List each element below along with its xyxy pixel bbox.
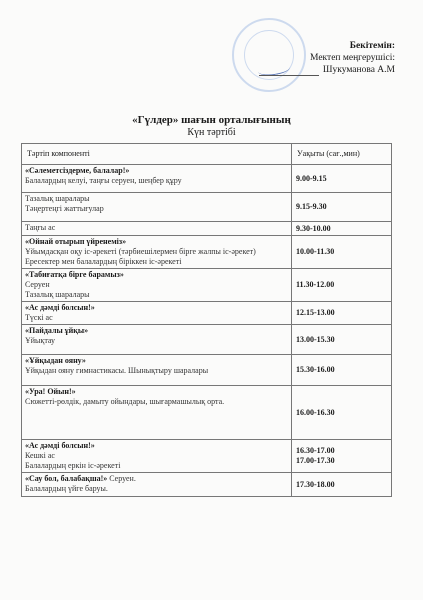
component-cell: [22, 165, 292, 193]
component-description: Тазалық шаралары Тәңертеңгі жаттығулар: [25, 194, 104, 213]
header-time: Уақыты (сағ.,мин): [292, 144, 392, 165]
component-name: [25, 356, 288, 366]
time-cell: 9.30-10.00: [292, 222, 392, 236]
component-description: Ұйқыдан ояну гимнастикасы. Шынықтыру шаралары: [25, 366, 209, 375]
component-cell: [22, 473, 292, 497]
time-cell: 17.30-18.00: [292, 473, 392, 497]
schedule-table: [21, 143, 392, 497]
time-cell: 12.15-13.00: [292, 302, 392, 325]
component-name-text: «Ойнай отырып үйренеміз»: [25, 237, 127, 246]
table-row: [22, 269, 392, 302]
component-name-text: «Сау бол, балабақша!»: [25, 474, 108, 483]
component-name: [25, 303, 288, 313]
component-name: [25, 270, 288, 280]
approval-title: Бекітемін:: [349, 41, 395, 51]
table-row: [22, 302, 392, 325]
component-name: [25, 441, 288, 451]
time-cell: 16.00-16.30: [292, 386, 392, 440]
component-description: Кешкі ас Балалардың еркін іс-әрекеті: [25, 451, 121, 470]
component-description: Балалардың келуі, таңғы серуен, шеңбер құру: [25, 176, 182, 185]
approval-name: Шукуманова А.М: [322, 65, 395, 75]
document-title: «Гүлдер» шағын орталығының: [132, 114, 291, 126]
component-cell: [22, 236, 292, 269]
table-row: [22, 236, 392, 269]
table-row: [22, 165, 392, 193]
table-row: [22, 222, 392, 236]
component-name-text: «Сәлеметсіздерме, балалар!»: [25, 166, 130, 175]
signature-underline: [259, 66, 319, 76]
table-row: [22, 325, 392, 355]
time-cell: 13.00-15.30: [292, 325, 392, 355]
component-name-text: «Табиғатқа бірге барамыз»: [25, 270, 124, 279]
time-cell: 16.30-17.00 17.00-17.30: [292, 440, 392, 473]
component-name-text: «Ас дәмді болсын!»: [25, 441, 95, 450]
component-cell: [22, 325, 292, 355]
time-cell: 9.15-9.30: [292, 193, 392, 222]
component-description: Серуен Тазалық шаралары: [25, 280, 90, 299]
component-cell: [22, 440, 292, 473]
component-description: Ұйымдасқан оқу іс-әрекеті (тәрбиешілермен бірге жалпы іс-әрекет) Ересектер мен балалардың біріккен іс-әрекеті: [25, 247, 256, 266]
approval-role: Мектеп меңгерушісі:: [310, 53, 395, 63]
component-name: [25, 387, 288, 397]
table-row: [22, 355, 392, 386]
component-name-suffix: Серуен.: [107, 474, 136, 483]
component-name-text: «Ұйқыдан ояну»: [25, 356, 86, 365]
table-header-row: [22, 144, 392, 165]
component-name: [25, 326, 288, 336]
component-description: Сюжетті-рөлдік, дамыту ойындары, шығармашылық орта.: [25, 397, 225, 406]
table-row: [22, 193, 392, 222]
component-name-text: «Ура! Ойын!»: [25, 387, 76, 396]
time-cell: 11.30-12.00: [292, 269, 392, 302]
approval-signature-line: [225, 64, 395, 76]
component-cell: [22, 386, 292, 440]
component-name: [25, 166, 288, 176]
component-cell: [22, 302, 292, 325]
component-name: [25, 474, 288, 484]
component-cell: [22, 222, 292, 236]
table-row: [22, 386, 392, 440]
document-subtitle: Күн тәртібі: [187, 127, 236, 138]
component-cell: [22, 355, 292, 386]
table-row: [22, 440, 392, 473]
component-cell: [22, 269, 292, 302]
component-name-text: «Пайдалы ұйқы»: [25, 326, 89, 335]
component-description: Таңғы ас: [25, 223, 56, 232]
component-name-text: «Ас дәмді болсын!»: [25, 303, 95, 312]
component-description: Ұйықтау: [25, 336, 56, 345]
approval-block: [225, 40, 395, 76]
component-description: Балалардың үйге баруы.: [25, 484, 108, 493]
header-component: Тәртіп компоненті: [22, 144, 292, 165]
component-name: [25, 237, 288, 247]
time-cell: 15.30-16.00: [292, 355, 392, 386]
time-cell: 10.00-11.30: [292, 236, 392, 269]
time-cell: 9.00-9.15: [292, 165, 392, 193]
component-cell: [22, 193, 292, 222]
component-description: Түскі ас: [25, 313, 53, 322]
table-row: [22, 473, 392, 497]
